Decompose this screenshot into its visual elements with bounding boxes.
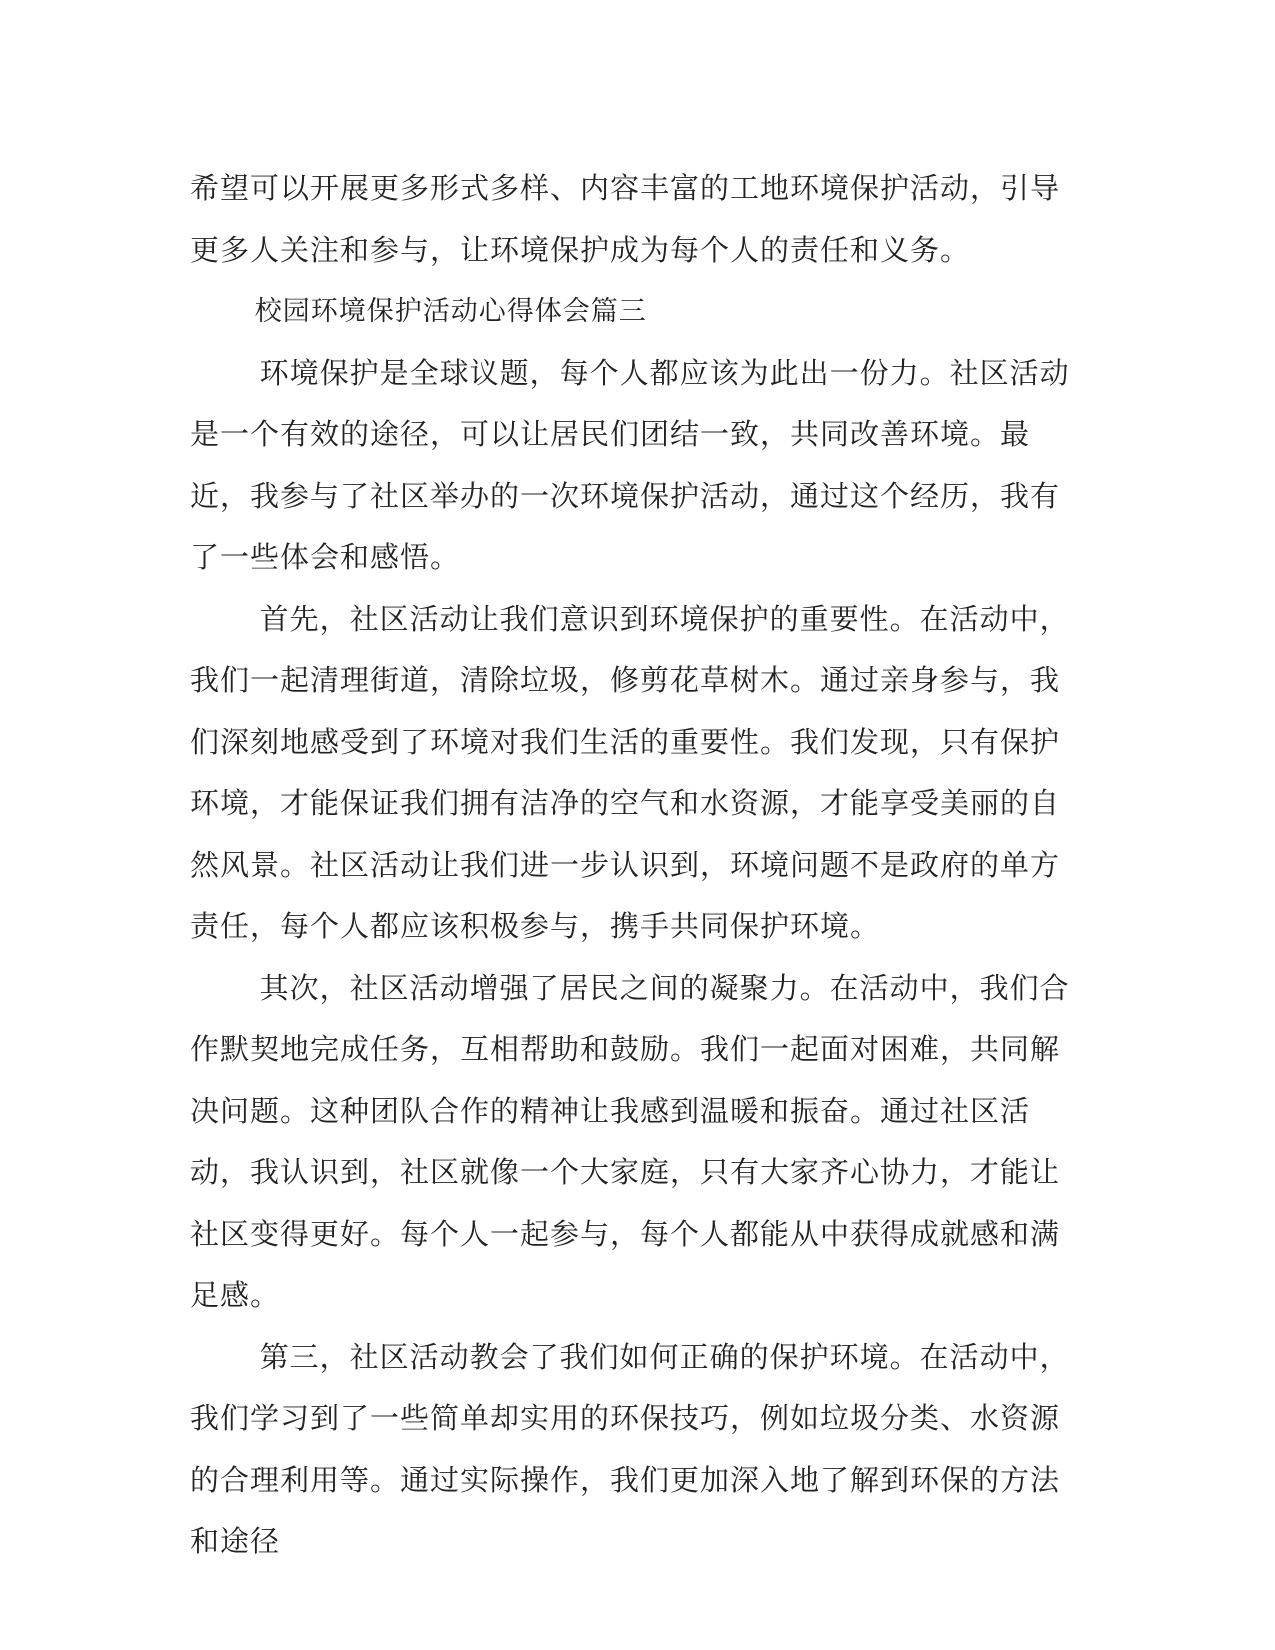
continuation-paragraph: 希望可以开展更多形式多样、内容丰富的工地环境保护活动，引导更多人关注和参与，让环境保护成为每个人的责任和义务。 xyxy=(190,171,1061,267)
paragraph-second: 其次，社区活动增强了居民之间的凝聚力。在活动中，我们合作默契地完成任务，互相帮助和鼓励。我们一起面对困难，共同解决问题。这种团队合作的精神让我感到温暖和振奋。通过社区活动，我认识到，社区就像一个大家庭，只有大家齐心协力，才能让社区变得更好。每个人一起参与，每个人都能从中获得成就感和满足感。 xyxy=(190,970,1070,1312)
paragraph-intro: 环境保护是全球议题，每个人都应该为此出一份力。社区活动是一个有效的途径，可以让居民们团结一致，共同改善环境。最近，我参与了社区举办的一次环境保护活动，通过这个经历，我有了一些体会和感悟。 xyxy=(190,355,1070,574)
paragraph-first: 首先，社区活动让我们意识到环境保护的重要性。在活动中，我们一起清理街道，清除垃圾，修剪花草树木。通过亲身参与，我们深刻地感受到了环境对我们生活的重要性。我们发现，只有保护环境，才能保证我们拥有洁净的空气和水资源，才能享受美丽的自然风景。社区活动让我们进一步认识到，环境问题不是政府的单方责任，每个人都应该积极参与，携手共同保护环境。 xyxy=(190,601,1070,943)
paragraph-third: 第三，社区活动教会了我们如何正确的保护环境。在活动中，我们学习到了一些简单却实用的环保技巧，例如垃圾分类、水资源的合理利用等。通过实际操作，我们更加深入地了解到环保的方法和途径 xyxy=(190,1339,1070,1558)
document-body xyxy=(190,158,1080,1573)
section-title: 校园环境保护活动心得体会篇三 xyxy=(254,296,647,327)
